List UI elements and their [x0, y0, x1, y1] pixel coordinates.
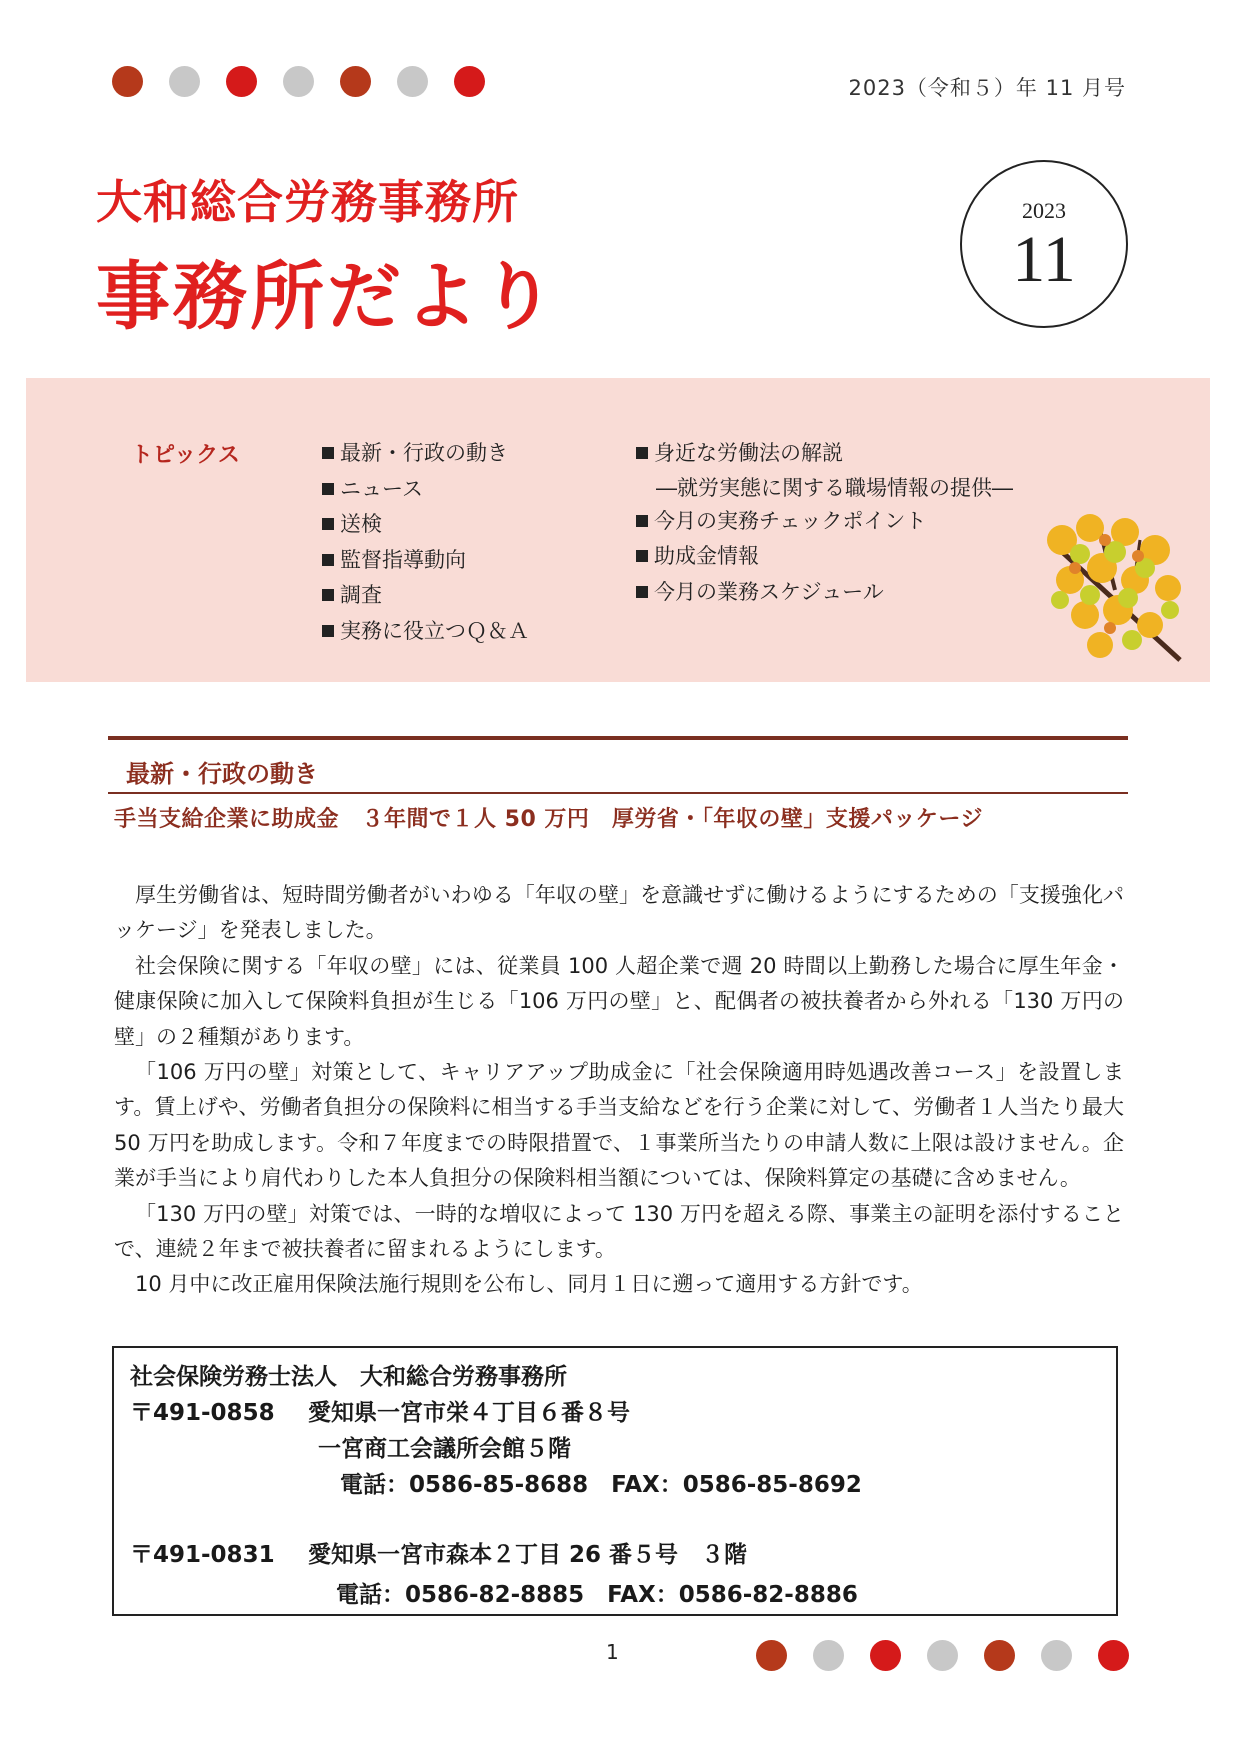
- square-bullet-icon: [322, 554, 334, 566]
- page-number: 1: [606, 1640, 619, 1664]
- bottom-decor-dots: [756, 1640, 1129, 1671]
- ginkgo-leaves-icon: [1040, 510, 1190, 670]
- topic-item: ニュース: [322, 472, 529, 508]
- article-body: [114, 878, 1124, 1303]
- square-bullet-icon: [322, 625, 334, 637]
- issue-badge-month: 11: [1012, 223, 1076, 296]
- square-bullet-icon: [322, 483, 334, 495]
- square-bullet-icon: [636, 550, 648, 562]
- contact-box: [112, 1346, 1118, 1616]
- decor-dot: [1098, 1640, 1129, 1671]
- topics-box: [26, 378, 1210, 682]
- square-bullet-icon: [322, 518, 334, 530]
- square-bullet-icon: [636, 586, 648, 598]
- article-headline: 手当支給企業に助成金 ３年間で１人 50 万円 厚労省・「年収の壁」支援パッケージ: [114, 807, 983, 832]
- decor-dot: [169, 66, 200, 97]
- topics-label: トピックス: [131, 443, 240, 468]
- article-paragraph: 「130 万円の壁」対策では、一時的な増収によって 130 万円を超える際、事業主の証明を添付することで、連続２年まで被扶養者に留まれるようにします。: [114, 1201, 1124, 1262]
- decor-dot: [454, 66, 485, 97]
- square-bullet-icon: [636, 447, 648, 459]
- decor-dot: [870, 1640, 901, 1671]
- top-decor-dots: [112, 66, 485, 97]
- topic-item: 実務に役立つＱ＆Ａ: [322, 614, 529, 650]
- article-paragraph: 厚生労働省は、短時間労働者がいわゆる「年収の壁」を意識せずに働けるようにするための「支援強化パッケージ」を発表しました。: [114, 883, 1124, 943]
- newsletter-title: 事務所だより: [96, 254, 558, 340]
- decor-dot: [283, 66, 314, 97]
- issue-badge-year: 2023: [1022, 198, 1066, 223]
- topic-item: 助成金情報: [636, 539, 1013, 575]
- article-paragraph: 「106 万円の壁」対策として、キャリアアップ助成金に「社会保険適用時処遇改善コース」を設置します。賃上げや、労働者負担分の保険料に相当する手当支給などを行う企業に対して、労働者１人当たり最大 50 万円を助成します。令和７年度までの時限措置で、１事業所当たりの申請人数に上限は設けません。企業が手当により肩代わりした本人負担分の保険料相当額については、保険料算定の基礎に含めません。: [114, 1060, 1124, 1191]
- topic-subitem: ―就労実態に関する職場情報の提供―: [656, 475, 1013, 500]
- office1-address: 愛知県一宮市栄４丁目６番８号: [308, 1400, 630, 1426]
- issue-badge: [960, 160, 1128, 328]
- section-title: 最新・行政の動き: [126, 760, 318, 788]
- decor-dot: [112, 66, 143, 97]
- office1-postal: 〒491-0858: [130, 1400, 275, 1426]
- topic-item: 監督指導動向: [322, 543, 529, 579]
- contact-org: 社会保険労務士法人 大和総合労務事務所: [130, 1364, 567, 1390]
- issue-date: 2023（令和５）年 11 月号: [848, 76, 1126, 100]
- decor-dot: [756, 1640, 787, 1671]
- article-paragraph: 10 月中に改正雇用保険法施行規則を公布し、同月１日に遡って適用する方針です。: [135, 1272, 923, 1297]
- square-bullet-icon: [636, 515, 648, 527]
- office2-address: 愛知県一宮市森本２丁目 26 番５号 ３階: [308, 1542, 748, 1568]
- topic-item: 今月の業務スケジュール: [636, 575, 1013, 611]
- office2-phone: 電話：0586-82-8885 FAX：0586-82-8886: [336, 1582, 858, 1608]
- topics-right-list: [636, 436, 1013, 610]
- topics-left-list: [322, 436, 529, 649]
- square-bullet-icon: [322, 447, 334, 459]
- topic-item: 身近な労働法の解説: [636, 436, 1013, 472]
- decor-dot: [813, 1640, 844, 1671]
- decor-dot: [1041, 1640, 1072, 1671]
- section-rule-bottom: [108, 792, 1128, 794]
- decor-dot: [984, 1640, 1015, 1671]
- decor-dot: [397, 66, 428, 97]
- topic-item: 調査: [322, 578, 529, 614]
- decor-dot: [340, 66, 371, 97]
- article-paragraph: 社会保険に関する「年収の壁」には、従業員 100 人超企業で週 20 時間以上勤務した場合に厚生年金・健康保険に加入して保険料負担が生じる「106 万円の壁」と、配偶者の被扶養者から外れる「130 万円の壁」の２種類があります。: [114, 953, 1124, 1049]
- office1-phone: 電話：0586-85-8688 FAX：0586-85-8692: [340, 1472, 862, 1498]
- decor-dot: [226, 66, 257, 97]
- topic-item: 送検: [322, 507, 529, 543]
- office2-postal: 〒491-0831: [130, 1542, 275, 1568]
- topic-item: 最新・行政の動き: [322, 436, 529, 472]
- decor-dot: [927, 1640, 958, 1671]
- office-title: 大和総合労務事務所: [96, 175, 519, 229]
- office1-building: 一宮商工会議所会館５階: [318, 1436, 571, 1462]
- topic-item: 今月の実務チェックポイント: [636, 504, 1013, 540]
- section-rule-top: [108, 736, 1128, 740]
- square-bullet-icon: [322, 589, 334, 601]
